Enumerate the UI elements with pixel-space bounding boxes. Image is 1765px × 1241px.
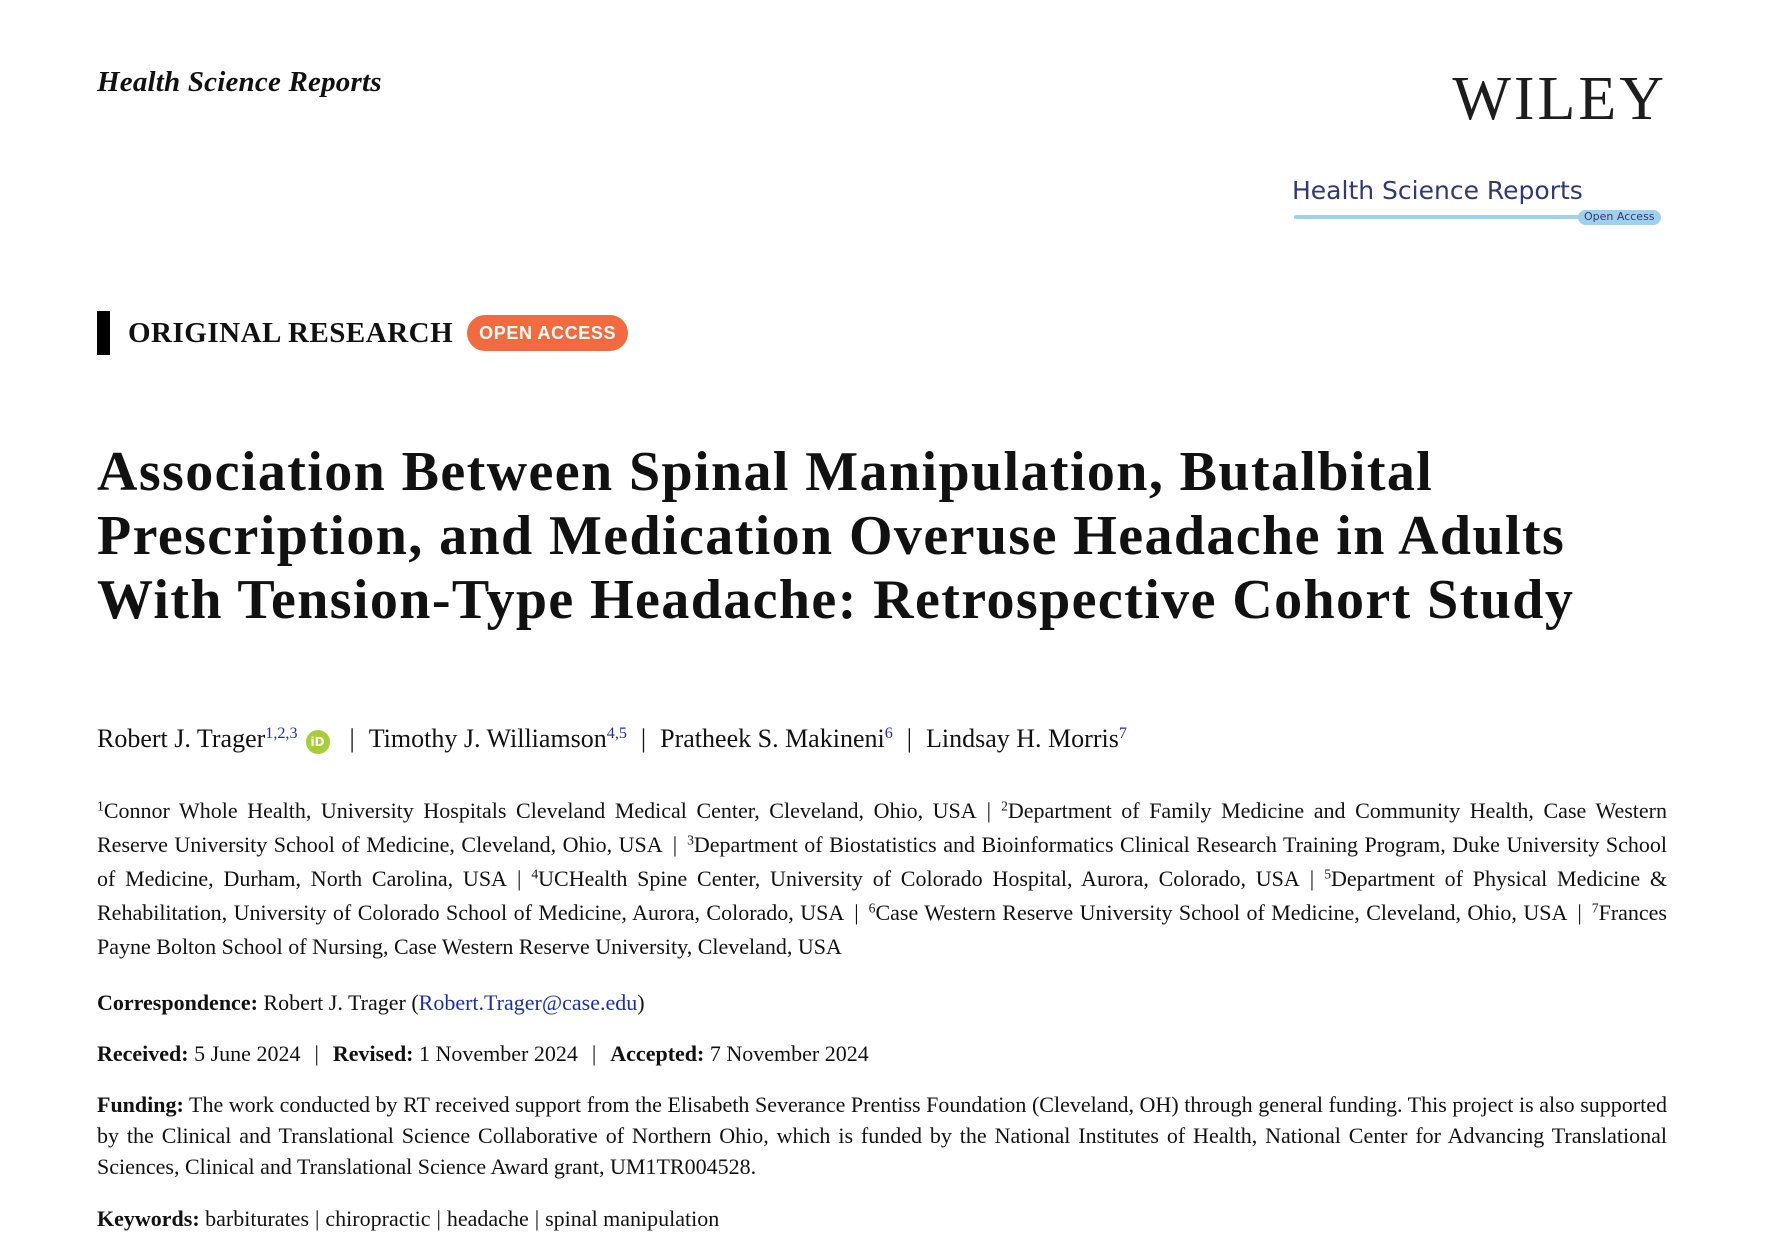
author-affiliation-ref[interactable]: 7 — [1118, 725, 1127, 743]
revised-date: 1 November 2024 — [419, 1041, 578, 1066]
keyword: spinal manipulation — [545, 1206, 720, 1231]
author-name: Pratheek S. Makineni — [660, 724, 885, 753]
affiliation-number: 3 — [687, 832, 694, 848]
affiliation-text: Frances Payne Bolton School of Nursing, Case Western Reserve University, Cleveland, USA — [97, 900, 1667, 959]
journal-logo-open-access-badge: Open Access — [1578, 210, 1661, 225]
affiliation-separator: | — [986, 798, 992, 823]
revised-label: Revised: — [332, 1041, 414, 1066]
keywords-label: Keywords: — [97, 1206, 200, 1231]
affiliation-text: UCHealth Spine Center, University of Colorado Hospital, Aurora, Colorado, USA — [538, 866, 1300, 891]
affiliation-text: Case Western Reserve University School of Medicine, Cleveland, Ohio, USA — [875, 900, 1568, 925]
open-access-badge[interactable]: OPEN ACCESS — [467, 315, 628, 351]
affiliation-number: 6 — [868, 900, 876, 916]
journal-logo-underline — [1294, 215, 1584, 219]
affiliation-text: Connor Whole Health, University Hospitals Cleveland Medical Center, Cleveland, Ohio, USA — [103, 798, 977, 823]
affiliation-number: 2 — [1001, 798, 1008, 814]
correspondence-email-link[interactable]: Robert.Trager@case.edu — [418, 990, 638, 1015]
date-separator: | — [591, 1041, 597, 1066]
funding-label: Funding: — [97, 1092, 184, 1117]
keyword: barbiturates — [205, 1206, 310, 1231]
affiliation-text: Department of Physical Medicine & Rehabilitation, University of Colorado School of Medicine, Aurora, Colorado, USA — [97, 866, 1668, 925]
keyword-separator: | — [436, 1206, 441, 1231]
affiliation-separator: | — [1309, 866, 1315, 891]
keyword-separator: | — [315, 1206, 320, 1231]
author-name: Timothy J. Williamson — [368, 724, 607, 753]
author-list — [97, 723, 1657, 755]
article-dates — [97, 1038, 1667, 1069]
received-label: Received: — [97, 1041, 189, 1066]
affiliation-number: 7 — [1591, 900, 1599, 916]
affiliation-separator: | — [1577, 900, 1582, 925]
affiliation-separator: | — [854, 900, 859, 925]
journal-logo — [1292, 176, 1666, 228]
article-type-label: ORIGINAL RESEARCH — [128, 316, 454, 349]
correspondence: Correspondence: Robert J. Trager (Robert.Trager@case.edu) — [97, 990, 645, 1015]
accepted-label: Accepted: — [610, 1041, 705, 1066]
author-affiliation-ref[interactable]: 4,5 — [606, 725, 627, 743]
affiliation-text: Department of Biostatistics and Bioinformatics Clinical Research Training Program, Duke University School of Medicine, Durham, North Carolina, USA — [97, 832, 1667, 891]
article-title: Association Between Spinal Manipulation, Butalbital Prescription, and Medication Overuse Headache in Adults With Tension-Type Headache: Retrospective Cohort Study — [97, 441, 1575, 631]
wiley-logo: WILEY — [1452, 65, 1667, 133]
affiliation-number: 1 — [97, 798, 104, 814]
author-affiliation-ref[interactable]: 1,2,3 — [265, 725, 298, 743]
correspondence-name: Robert J. Trager — [263, 990, 406, 1015]
keyword-separator: | — [534, 1206, 540, 1231]
funding-statement — [97, 1089, 1667, 1182]
article-type-header — [97, 311, 628, 355]
funding-text: The work conducted by RT received support from the Elisabeth Severance Prentiss Foundation (Cleveland, OH) through general funding. This project is also supported by the Clinical and Translational Science Collaborative of Northern Ohio, which is funded by the National Institutes of Health, National Center for Advancing Translational Sciences, Clinical and Translational Science Award grant, UM1TR004528. — [97, 1092, 1668, 1179]
keyword: headache — [446, 1206, 529, 1231]
affiliation-number: 5 — [1324, 866, 1332, 882]
accepted-date: 7 November 2024 — [709, 1041, 869, 1066]
author-affiliation-ref[interactable]: 6 — [884, 725, 893, 743]
author-separator: | — [349, 724, 355, 753]
date-separator: | — [314, 1041, 319, 1066]
author-name: Lindsay H. Morris — [926, 724, 1119, 753]
author-separator: | — [640, 724, 647, 753]
affiliation-separator: | — [516, 866, 522, 891]
affiliation-number: 4 — [531, 866, 539, 882]
author-separator: | — [906, 724, 912, 753]
affiliations — [97, 794, 1667, 964]
orcid-icon[interactable]: iD — [306, 730, 330, 754]
keyword: chiropractic — [325, 1206, 431, 1231]
journal-logo-title: Health Science Reports — [1292, 176, 1583, 205]
keywords — [97, 1203, 1667, 1234]
section-marker-bar — [97, 311, 110, 355]
received-date: 5 June 2024 — [194, 1041, 301, 1066]
journal-name: Health Science Reports — [97, 66, 382, 98]
affiliation-text: Department of Family Medicine and Community Health, Case Western Reserve University School of Medicine, Cleveland, Ohio, USA — [97, 798, 1667, 857]
author-name: Robert J. Trager — [97, 724, 266, 753]
affiliation-separator: | — [672, 832, 678, 857]
correspondence-label: Correspondence: — [97, 990, 258, 1015]
